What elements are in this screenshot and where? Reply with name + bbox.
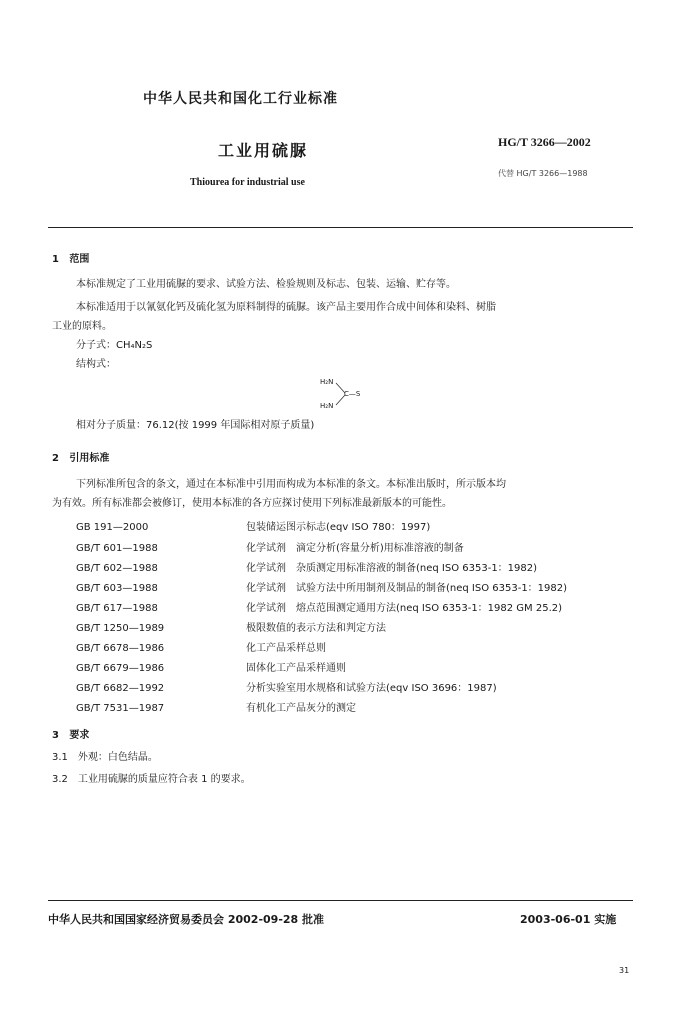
requirement-3-1: 3.1 外观：白色结晶。 — [52, 752, 158, 763]
scope-para-2-line-2: 工业的原料。 — [52, 321, 112, 332]
structure-nh2-bottom: H₂N — [320, 402, 334, 410]
reference-item: GB 191—2000 包装储运图示标志(eqv ISO 780：1997) — [76, 522, 431, 533]
reference-item: GB/T 1250—1989 极限数值的表示方法和判定方法 — [76, 623, 386, 634]
structure-label: 结构式： — [76, 359, 116, 370]
reference-item: GB/T 6682—1992 分析实验室用水规格和试验方法(eqv ISO 3696：1987) — [76, 683, 497, 694]
relative-molecular-mass: 相对分子质量：76.12(按 1999 年国际相对原子质量) — [76, 420, 315, 431]
section-3-heading: 3 要求 — [52, 730, 90, 741]
footer-rule — [48, 900, 633, 901]
structure-nh2-top: H₂N — [320, 378, 334, 386]
scope-para-2-line-1: 本标准适用于以氰氨化钙及硫化氢为原料制得的硫脲。该产品主要用作合成中间体和染料、树脂 — [76, 302, 496, 313]
reference-item: GB/T 617—1988 化学试剂 熔点范围测定通用方法(neq ISO 6353-1：1982 GM 25.2) — [76, 603, 563, 614]
reference-item: GB/T 6679—1986 固体化工产品采样通则 — [76, 663, 346, 674]
references-para-line-1: 下列标准所包含的条文，通过在本标准中引用而构成为本标准的条文。本标准出版时，所示版本均 — [76, 479, 506, 490]
page-number: 31 — [619, 966, 630, 975]
structure-bonds — [334, 380, 348, 408]
english-title: Thiourea for industrial use — [190, 177, 305, 188]
section-1-heading: 1 范围 — [52, 254, 90, 265]
document-title: 工业用硫脲 — [218, 141, 309, 160]
scope-para-1: 本标准规定了工业用硫脲的要求、试验方法、检验规则及标志、包装、运输、贮存等。 — [76, 279, 456, 290]
section-2-heading: 2 引用标准 — [52, 453, 110, 464]
reference-item: GB/T 602—1988 化学试剂 杂质测定用标准溶液的制备(neq ISO 6353-1：1982) — [76, 563, 538, 574]
reference-item: GB/T 7531—1987 有机化工产品灰分的测定 — [76, 703, 356, 714]
standard-code: HG/T 3266—2002 — [498, 135, 591, 149]
reference-item: GB/T 6678—1986 化工产品采样总则 — [76, 643, 326, 654]
implementation-date: 2003-06-01 实施 — [520, 913, 617, 926]
molecular-formula: 分子式：CH₄N₂S — [76, 340, 153, 351]
references-para-line-2: 为有效。所有标准都会被修订，使用本标准的各方应探讨使用下列标准最新版本的可能性。 — [52, 498, 452, 509]
header-rule — [48, 227, 633, 228]
org-title: 中华人民共和国化工行业标准 — [143, 91, 338, 107]
approval-note: 中华人民共和国国家经济贸易委员会 2002-09-28 批准 — [48, 913, 325, 926]
requirement-3-2: 3.2 工业用硫脲的质量应符合表 1 的要求。 — [52, 774, 251, 785]
reference-item: GB/T 603—1988 化学试剂 试验方法中所用制剂及制品的制备(neq ISO 6353-1：1982) — [76, 583, 568, 594]
replaces-note: 代替 HG/T 3266—1988 — [498, 169, 588, 178]
structure-carbon-sulfur: C—S — [344, 390, 361, 398]
reference-item: GB/T 601—1988 化学试剂 滴定分析(容量分析)用标准溶液的制备 — [76, 543, 464, 554]
